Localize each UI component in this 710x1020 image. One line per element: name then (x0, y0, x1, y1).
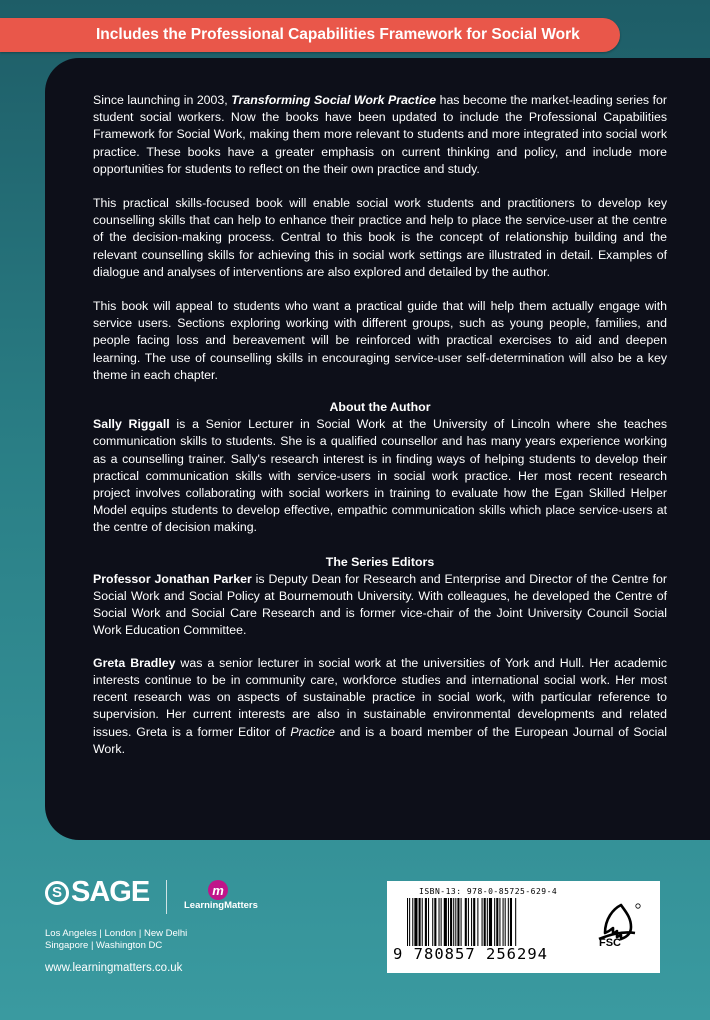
barcode-bar (407, 898, 408, 946)
series-banner (0, 18, 620, 52)
fsc-label: FSC (599, 937, 621, 949)
barcode-bar (494, 898, 495, 946)
editor-name-parker: Professor Jonathan Parker (93, 571, 252, 586)
audience-paragraph: This book will appeal to students who want a practical guide that will help them actually engage with service users. Sections exploring working with different groups, such as young people, families, and people facing loss and bereavement will be reinforced with practical exercises to aid and deepen learning. The use of counselling skills in encouraging service-user self-determination will also be a key theme in each chapter. (93, 299, 667, 382)
barcode-bar (496, 898, 498, 946)
barcode-bar (465, 898, 467, 946)
barcode-bar (487, 898, 488, 946)
sage-wordmark: SAGE (71, 876, 150, 908)
barcode-bar (434, 898, 436, 946)
barcode-number: 9 780857 256294 (393, 945, 548, 963)
barcode-bar (412, 898, 413, 946)
sage-logo (45, 876, 149, 909)
isbn-label: ISBN-13: 978-0-85725-629-4 (419, 887, 558, 896)
barcode-bar (439, 898, 440, 946)
learning-matters-m-icon: m (208, 880, 228, 900)
barcode-bar (461, 898, 462, 946)
author-bio: Sally Riggall is a Senior Lecturer in Social Work at the University of Lincoln where she teaches communication skills to students. She is a qualified counsellor and has many years experience working as a counselling trainer. Sally's research interest is in finding ways of helping students to develop their practical communication skills with service-users in social work practice. Her most recent research project involves collaborating with social workers in training to evaluate how the Egan Skilled Helper Model equips students to develop effective, empathic communication skills which place service-users at the centre of decision making. (93, 417, 667, 535)
barcode-bar (484, 898, 486, 946)
barcode-bar (477, 898, 478, 946)
barcode-bar (482, 898, 483, 946)
barcode-bar (508, 898, 509, 946)
barcode-bar (505, 898, 506, 946)
barcode-bar (441, 898, 442, 946)
barcode-bar (468, 898, 469, 946)
barcode-bar (471, 898, 472, 946)
intro-paragraph: Since launching in 2003, Transforming Social Work Practice has become the market-leading series for student social workers. Now the books have been updated to include the Professional Capabilities Framework for Social Work, making them more relevant to students and more integrated into social work practice. These books have a greater emphasis on current thinking and policy, and include more opportunities for students to reflect on the their own practice and study. (93, 93, 668, 176)
barcode-bar (453, 898, 454, 946)
editor-bio-bradley: Greta Bradley was a senior lecturer in social work at the universities of York and Hull. Her academic interests continue to be in community care, workforce studies and international social work. Her most recent research was on aspects of sustainable practice in social work, with particular reference to supervision. Her current interests are also in sustainable environmental developments and related issues. Greta is a former Editor of Practice and is a board member of the European Journal of Social Work. (93, 655, 667, 756)
banner-text: Includes the Professional Capabilities Framework for Social Work (96, 26, 580, 43)
barcode-bar (473, 898, 475, 946)
barcode-bar (419, 898, 421, 946)
barcode-bar (515, 898, 516, 946)
series-editors-heading: The Series Editors (325, 554, 435, 569)
barcode-bar (448, 898, 449, 946)
about-author-heading: About the Author (329, 400, 431, 415)
barcode-bar (455, 898, 456, 946)
editor-bio-parker: Professor Jonathan Parker is Deputy Dean for Research and Enterprise and Director of the Centre for Social Work and Social Policy at Bournemouth University. With colleagues, he developed the Centre of Social Work and Social Care Research and is former vice-chair of the Joint University Council Social Work Education Committee. (93, 571, 667, 638)
publisher-url[interactable]: www.learningmatters.co.uk (45, 962, 183, 974)
editor-name-bradley: Greta Bradley (93, 655, 176, 670)
logo-divider (166, 880, 167, 914)
book-description-paragraph: This practical skills-focused book will enable social work students and practitioners to develop key counselling skills that can help to enhance their practice and help to place the service-user at the centre of the decision-making process. Central to this book is the concept of relationship building and the relevant counselling skills for achieving this in social work settings are illustrated in detail. Examples of dialogue and analyses of interventions are also explored and detailed by the author. (93, 196, 667, 279)
barcode-bar (489, 898, 492, 946)
learning-matters-logo (178, 880, 268, 914)
barcode-bar (428, 898, 429, 946)
barcode-bar (422, 898, 423, 946)
barcode-bar (499, 898, 500, 946)
author-name: Sally Riggall (93, 417, 170, 432)
sage-s-icon: S (45, 881, 69, 905)
barcode-bar (510, 898, 512, 946)
publisher-cities: Los Angeles | London | New Delhi Singapore | Washington DC (45, 928, 188, 951)
series-title: Transforming Social Work Practice (231, 93, 437, 107)
barcode-bar (425, 898, 427, 946)
barcode-bar (503, 898, 504, 946)
blurb-text (93, 92, 667, 758)
journal-name: Practice (290, 724, 335, 739)
barcode-bar (450, 898, 452, 946)
learning-matters-wordmark: LearningMatters (184, 900, 258, 911)
barcode-icon (407, 898, 559, 946)
barcode-bar (414, 898, 417, 946)
barcode-bar (409, 898, 410, 946)
barcode-bar (432, 898, 433, 946)
barcode-bar (457, 898, 459, 946)
barcode-bar (444, 898, 447, 946)
barcode-box (387, 881, 660, 973)
